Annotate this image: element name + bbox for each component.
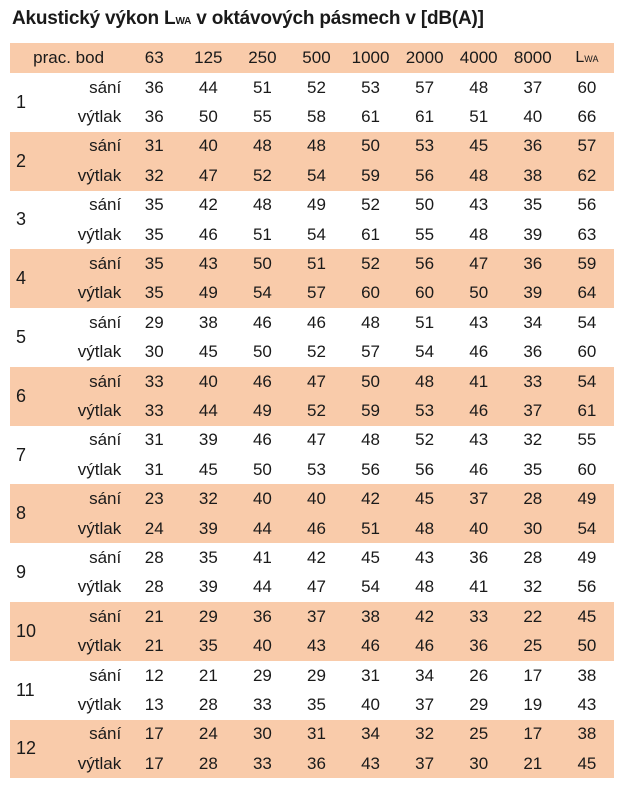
band-value-cell: 29 [307,665,326,685]
band-value-cell: 35 [144,254,164,274]
table-row [10,661,614,690]
band-value-cell: 37 [469,489,489,509]
operating-point-number: 7 [16,444,27,465]
mode-label: sání [89,547,122,567]
band-value-cell: 56 [415,254,435,274]
band-value-cell: 48 [361,430,381,450]
band-value-cell: 41 [252,547,272,567]
band-value-cell: 40 [198,136,218,156]
header-band: 1000 [351,48,390,67]
band-value-cell: 55 [415,224,435,244]
band-value-cell: 48 [469,165,489,185]
band-value-cell: 46 [252,430,272,450]
band-value-cell: 39 [198,430,218,450]
total-lwa-cell: 38 [577,724,597,744]
band-value-cell: 46 [252,371,272,391]
mode-label: sání [89,312,122,332]
band-value-cell: 36 [523,254,543,274]
total-lwa-cell: 56 [577,577,597,597]
total-lwa-cell: 49 [577,489,597,509]
band-value-cell: 17 [144,724,164,744]
band-value-cell: 48 [415,518,435,538]
band-value-cell: 42 [198,195,218,215]
total-lwa-cell: 54 [577,312,597,332]
band-value-cell: 57 [415,77,435,97]
band-value-cell: 46 [361,636,381,656]
band-value-cell: 57 [361,342,381,362]
band-value-cell: 35 [307,694,326,714]
total-lwa-cell: 43 [577,694,597,714]
mode-label: sání [89,724,122,744]
total-lwa-cell: 56 [577,195,597,215]
band-value-cell: 48 [252,136,272,156]
operating-point-number: 4 [16,268,27,289]
band-value-cell: 31 [144,430,164,450]
band-value-cell: 47 [307,430,326,450]
band-value-cell: 48 [307,136,326,156]
band-value-cell: 34 [523,312,543,332]
table-row [10,132,614,161]
band-value-cell: 40 [198,371,218,391]
total-lwa-cell: 60 [577,342,597,362]
band-value-cell: 39 [523,283,543,303]
band-value-cell: 21 [144,636,164,656]
band-value-cell: 28 [144,577,164,597]
total-lwa-cell: 63 [577,224,597,244]
band-value-cell: 53 [307,459,326,479]
band-value-cell: 28 [198,694,218,714]
band-value-cell: 48 [469,77,489,97]
mode-label: výtlak [77,400,122,420]
band-value-cell: 53 [415,136,435,156]
band-value-cell: 32 [523,430,543,450]
band-value-cell: 25 [523,636,543,656]
band-value-cell: 43 [361,753,381,773]
band-value-cell: 46 [307,518,326,538]
band-value-cell: 25 [469,724,489,744]
mode-label: výtlak [77,518,122,538]
band-value-cell: 51 [307,254,326,274]
mode-label: sání [89,195,122,215]
band-value-cell: 33 [252,753,272,773]
band-value-cell: 40 [252,489,272,509]
band-value-cell: 31 [307,724,326,744]
total-lwa-cell: 60 [577,459,597,479]
band-value-cell: 43 [198,254,218,274]
table-row [10,749,614,778]
mode-label: sání [89,254,122,274]
band-value-cell: 50 [252,254,272,274]
table-row [10,279,614,308]
mode-label: výtlak [77,753,122,773]
band-value-cell: 60 [361,283,381,303]
band-value-cell: 21 [198,665,218,685]
band-value-cell: 24 [144,518,164,538]
band-value-cell: 31 [361,665,381,685]
table-row [10,484,614,513]
table-row [10,631,614,660]
band-value-cell: 35 [144,224,164,244]
band-value-cell: 48 [469,224,489,244]
table-row [10,367,614,396]
header-band: 2000 [405,48,444,67]
band-value-cell: 42 [361,489,381,509]
total-lwa-cell: 61 [577,400,597,420]
header-band: 125 [194,48,223,67]
total-lwa-cell: 62 [577,165,597,185]
band-value-cell: 50 [252,459,272,479]
band-value-cell: 19 [523,694,543,714]
band-value-cell: 59 [361,400,381,420]
band-value-cell: 30 [523,518,543,538]
header-operating-point: prac. bod [33,48,105,67]
band-value-cell: 52 [361,195,381,215]
header-band: 250 [248,48,277,67]
band-value-cell: 23 [144,489,164,509]
band-value-cell: 32 [144,165,164,185]
band-value-cell: 29 [198,606,218,626]
header-band: 4000 [459,48,498,67]
band-value-cell: 33 [523,371,543,391]
table-row [10,455,614,484]
total-lwa-cell: 57 [577,136,597,156]
band-value-cell: 28 [144,547,164,567]
mode-label: výtlak [77,694,122,714]
band-value-cell: 36 [469,636,489,656]
table-row [10,249,614,278]
title-suffix: v oktávových pásmech v [dB(A)] [191,8,484,29]
band-value-cell: 44 [198,77,218,97]
band-value-cell: 34 [415,665,435,685]
band-value-cell: 52 [252,165,272,185]
band-value-cell: 28 [523,489,543,509]
band-value-cell: 35 [198,636,218,656]
band-value-cell: 40 [361,694,381,714]
band-value-cell: 46 [307,312,326,332]
band-value-cell: 21 [144,606,164,626]
band-value-cell: 29 [252,665,272,685]
band-value-cell: 39 [523,224,543,244]
mode-label: výtlak [77,107,122,127]
band-value-cell: 37 [415,753,435,773]
band-value-cell: 30 [469,753,489,773]
band-value-cell: 32 [523,577,543,597]
mode-label: sání [89,430,122,450]
table-body [10,73,614,778]
band-value-cell: 54 [361,577,381,597]
header-band: 500 [302,48,331,67]
band-value-cell: 53 [415,400,435,420]
mode-label: výtlak [77,342,122,362]
total-lwa-cell: 66 [577,107,597,127]
band-value-cell: 13 [144,694,164,714]
header-total-subscript: WA [584,54,599,64]
band-value-cell: 51 [252,77,272,97]
band-value-cell: 30 [144,342,164,362]
band-value-cell: 46 [252,312,272,332]
band-value-cell: 40 [252,636,272,656]
band-value-cell: 40 [523,107,543,127]
band-value-cell: 21 [523,753,543,773]
table-row [10,338,614,367]
band-value-cell: 26 [469,665,489,685]
band-value-cell: 35 [144,195,164,215]
band-value-cell: 56 [361,459,381,479]
table-row [10,602,614,631]
table-row [10,220,614,249]
table-row [10,690,614,719]
band-value-cell: 36 [523,136,543,156]
band-value-cell: 30 [252,724,272,744]
band-value-cell: 28 [198,753,218,773]
table-row [10,396,614,425]
operating-point-number: 1 [16,91,27,112]
total-lwa-cell: 45 [577,753,597,773]
band-value-cell: 44 [252,577,272,597]
band-value-cell: 54 [252,283,272,303]
band-value-cell: 29 [144,312,164,332]
band-value-cell: 37 [307,606,326,626]
band-value-cell: 50 [252,342,272,362]
band-value-cell: 46 [415,636,435,656]
total-lwa-cell: 54 [577,518,597,538]
band-value-cell: 49 [307,195,326,215]
header-band: 8000 [513,48,552,67]
band-value-cell: 39 [198,577,218,597]
band-value-cell: 48 [415,371,435,391]
mode-label: sání [89,489,122,509]
band-value-cell: 54 [307,224,326,244]
band-value-cell: 43 [307,636,326,656]
band-value-cell: 40 [469,518,489,538]
band-value-cell: 43 [469,430,489,450]
mode-label: sání [89,606,122,626]
mode-label: sání [89,371,122,391]
band-value-cell: 43 [469,312,489,332]
table-row [10,102,614,131]
band-value-cell: 22 [523,606,543,626]
band-value-cell: 34 [361,724,381,744]
band-value-cell: 37 [523,400,543,420]
band-value-cell: 45 [198,459,218,479]
operating-point-number: 6 [16,385,27,406]
title-prefix: Akustický výkon L [12,8,176,29]
band-value-cell: 12 [144,665,164,685]
band-value-cell: 29 [469,694,489,714]
operating-point-number: 10 [16,620,37,641]
band-value-cell: 31 [144,136,164,156]
table-row [10,514,614,543]
band-value-cell: 42 [415,606,435,626]
total-lwa-cell: 38 [577,665,597,685]
band-value-cell: 35 [523,195,543,215]
mode-label: sání [89,665,122,685]
band-value-cell: 33 [252,694,272,714]
band-value-cell: 51 [361,518,381,538]
band-value-cell: 56 [415,459,435,479]
table-row [10,308,614,337]
header-total-label: L [575,49,585,66]
band-value-cell: 45 [361,547,381,567]
band-value-cell: 33 [144,371,164,391]
band-value-cell: 38 [361,606,381,626]
operating-point-number: 11 [16,679,35,700]
band-value-cell: 38 [198,312,218,332]
band-value-cell: 44 [252,518,272,538]
header-band: 63 [144,48,164,67]
band-value-cell: 51 [415,312,435,332]
band-value-cell: 24 [198,724,218,744]
band-value-cell: 47 [198,165,218,185]
band-value-cell: 60 [415,283,435,303]
header-row [10,43,614,73]
total-lwa-cell: 60 [577,77,597,97]
band-value-cell: 43 [415,547,435,567]
table-row [10,161,614,190]
band-value-cell: 43 [469,195,489,215]
band-value-cell: 47 [469,254,489,274]
mode-label: výtlak [77,283,122,303]
band-value-cell: 46 [469,342,489,362]
band-value-cell: 35 [523,459,543,479]
total-lwa-cell: 45 [577,606,597,626]
table-row [10,191,614,220]
operating-point-number: 5 [16,327,27,348]
band-value-cell: 41 [469,577,489,597]
band-value-cell: 28 [523,547,543,567]
band-value-cell: 56 [415,165,435,185]
table-row [10,543,614,572]
band-value-cell: 36 [252,606,272,626]
band-value-cell: 47 [307,371,326,391]
total-lwa-cell: 49 [577,547,597,567]
band-value-cell: 35 [198,547,218,567]
mode-label: výtlak [77,224,122,244]
band-value-cell: 61 [361,107,381,127]
band-value-cell: 46 [469,400,489,420]
band-value-cell: 48 [252,195,272,215]
band-value-cell: 54 [307,165,326,185]
band-value-cell: 45 [415,489,435,509]
band-value-cell: 46 [469,459,489,479]
band-value-cell: 38 [523,165,543,185]
band-value-cell: 52 [307,77,326,97]
mode-label: výtlak [77,165,122,185]
band-value-cell: 51 [469,107,489,127]
band-value-cell: 33 [144,400,164,420]
operating-point-number: 8 [16,503,27,524]
band-value-cell: 17 [144,753,164,773]
band-value-cell: 37 [415,694,435,714]
band-value-cell: 45 [469,136,489,156]
operating-point-number: 12 [16,738,37,759]
band-value-cell: 35 [144,283,164,303]
band-value-cell: 40 [307,489,326,509]
band-value-cell: 61 [361,224,381,244]
band-value-cell: 50 [415,195,435,215]
band-value-cell: 49 [252,400,272,420]
band-value-cell: 41 [469,371,489,391]
band-value-cell: 52 [307,400,326,420]
band-value-cell: 33 [469,606,489,626]
band-value-cell: 46 [198,224,218,244]
band-value-cell: 50 [361,371,381,391]
band-value-cell: 52 [415,430,435,450]
table-row [10,720,614,749]
table-title [12,8,484,30]
table-row [10,73,614,102]
band-value-cell: 52 [307,342,326,362]
band-value-cell: 55 [252,107,272,127]
total-lwa-cell: 50 [577,636,597,656]
band-value-cell: 17 [523,665,543,685]
total-lwa-cell: 64 [577,283,597,303]
band-value-cell: 44 [198,400,218,420]
band-value-cell: 59 [361,165,381,185]
total-lwa-cell: 55 [577,430,597,450]
mode-label: výtlak [77,459,122,479]
band-value-cell: 49 [198,283,218,303]
mode-label: sání [89,136,122,156]
band-value-cell: 47 [307,577,326,597]
band-value-cell: 48 [361,312,381,332]
operating-point-number: 9 [16,562,27,583]
mode-label: sání [89,77,122,97]
table-row [10,573,614,602]
band-value-cell: 53 [361,77,381,97]
band-value-cell: 32 [198,489,218,509]
total-lwa-cell: 54 [577,371,597,391]
mode-label: výtlak [77,577,122,597]
band-value-cell: 39 [198,518,218,538]
band-value-cell: 58 [307,107,326,127]
band-value-cell: 50 [469,283,489,303]
band-value-cell: 57 [307,283,326,303]
mode-label: výtlak [77,636,122,656]
band-value-cell: 51 [252,224,272,244]
band-value-cell: 50 [198,107,218,127]
operating-point-number: 2 [16,150,27,171]
band-value-cell: 36 [144,77,164,97]
band-value-cell: 36 [523,342,543,362]
band-value-cell: 31 [144,459,164,479]
band-value-cell: 37 [523,77,543,97]
header-total-lwa [560,43,614,73]
operating-point-number: 3 [16,209,27,230]
band-value-cell: 36 [469,547,489,567]
band-value-cell: 54 [415,342,435,362]
title-subscript: WA [175,16,192,27]
band-value-cell: 48 [415,577,435,597]
band-value-cell: 17 [523,724,543,744]
total-lwa-cell: 59 [577,254,597,274]
band-value-cell: 32 [415,724,435,744]
acoustic-power-table [10,43,614,778]
band-value-cell: 42 [307,547,326,567]
table-row [10,426,614,455]
band-value-cell: 52 [361,254,381,274]
band-value-cell: 45 [198,342,218,362]
band-value-cell: 36 [307,753,326,773]
band-value-cell: 36 [144,107,164,127]
band-value-cell: 61 [415,107,435,127]
band-value-cell: 50 [361,136,381,156]
